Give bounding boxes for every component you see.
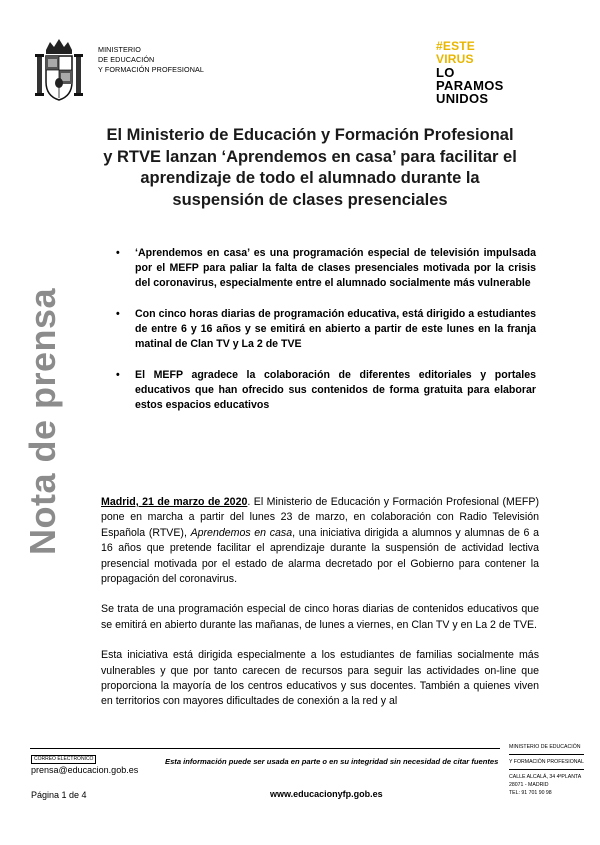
bullet-icon: •: [116, 247, 120, 259]
address-block: [509, 743, 599, 797]
paragraph-1: [101, 495, 539, 587]
paragraph-1-text-b: , una iniciativa dirigida a alumnos y alumnas de 6 a 16 años que pretende facilitar el aprendizaje durante la suspensión de actividad lectiva presencial motivada por el estado de alarma decretado por el Gobierno para contener la propagación del coronavirus.: [101, 526, 539, 586]
footer-divider: [30, 748, 500, 749]
address-phone: TEL: 91 701 90 98: [509, 790, 552, 796]
press-release-title: El Ministerio de Educación y Formación Profesional y RTVE lanzan ‘Aprendemos en casa’ para facilitar el aprendizaje de todo el alumnado durante la suspensión de clases presenciales: [103, 126, 517, 209]
bullet-icon: •: [116, 369, 120, 381]
highlights-list: [116, 246, 536, 429]
address-divider: [509, 754, 584, 755]
paragraph-2: Se trata de una programación especial de cinco horas diarias de contenidos educativos que se emitirá en abierto durante las mañanas, de lunes a viernes, en Clan TV y en La 2 de TVE.: [101, 603, 539, 631]
address-divider: [509, 769, 584, 770]
campaign-line-1: #ESTE: [436, 39, 476, 53]
highlight-text: El MEFP agradece la colaboración de diferentes editoriales y portales educativos que han ofrecido sus contenidos de forma gratuita para elaborar estos espacios educativos: [135, 369, 536, 411]
campaign-line-5: UNIDOS: [436, 91, 489, 106]
campaign-logo: [436, 40, 504, 105]
highlight-item: [116, 368, 536, 413]
contact-email-link[interactable]: prensa@educacion.gob.es: [31, 765, 139, 775]
highlight-item: [116, 307, 536, 352]
ministry-line-3: Y FORMACIÓN PROFESIONAL: [98, 65, 205, 74]
contact-label: CORREO ELECTRÓNICO: [31, 755, 96, 764]
website-link[interactable]: www.educacionyfp.gob.es: [270, 789, 383, 799]
address-street: CALLE ALCALÁ, 34 4ªPLANTA: [509, 774, 582, 780]
paragraph-1-text-a: . El Ministerio de Educación y Formación Profesional (MEFP) pone en marcha a partir del lunes 23 de marzo, en colaboración con Radio Televisión Española (RTVE),: [101, 496, 539, 539]
usage-note: Esta información puede ser usada en parte o en su integridad sin necesidad de citar fuentes: [165, 757, 499, 766]
campaign-line-2: VIRUS: [436, 52, 474, 66]
page-number: Página 1 de 4: [31, 790, 87, 800]
ministry-line-1: MINISTERIO: [98, 45, 141, 54]
campaign-line-3: LO: [436, 65, 455, 80]
campaign-line-4: PARAMOS: [436, 78, 504, 93]
press-release-side-label: Nota de prensa: [22, 287, 63, 555]
program-name: Aprendemos en casa: [190, 526, 293, 539]
address-city: 28071 - MADRID: [509, 782, 549, 788]
article-body: [101, 495, 539, 725]
coat-of-arms-logo: [34, 36, 84, 104]
bullet-icon: •: [116, 308, 120, 320]
address-ministry-2: Y FORMACIÓN PROFESIONAL: [509, 759, 584, 765]
highlight-text: Con cinco horas diarias de programación educativa, está dirigido a estudiantes de entre 6 y 16 años y se emitirá en abierto a partir de este lunes en la franja matinal de Clan TV y La 2 de TVE: [135, 308, 536, 350]
dateline: Madrid, 21 de marzo de 2020: [101, 496, 248, 508]
highlight-item: [116, 246, 536, 291]
ministry-line-2: DE EDUCACIÓN: [98, 55, 155, 64]
address-ministry: MINISTERIO DE EDUCACIÓN: [509, 744, 581, 750]
ministry-name: [98, 45, 204, 75]
highlight-text: ‘Aprendemos en casa’ es una programación especial de televisión impulsada por el MEFP para paliar la falta de clases presenciales motivada por la crisis del coronavirus, especialmente entre el alumnado socialmente más vulnerable: [135, 247, 536, 289]
paragraph-3: Esta iniciativa está dirigida especialmente a los estudiantes de familias socialmente más vulnerables y que por tanto carecen de recursos para seguir las actividades on-line que proporciona la mayoría de los centros educativos y sus docentes. También a quienes viven en territorios con mayores dificultades de conexión a la red y al: [101, 649, 539, 708]
